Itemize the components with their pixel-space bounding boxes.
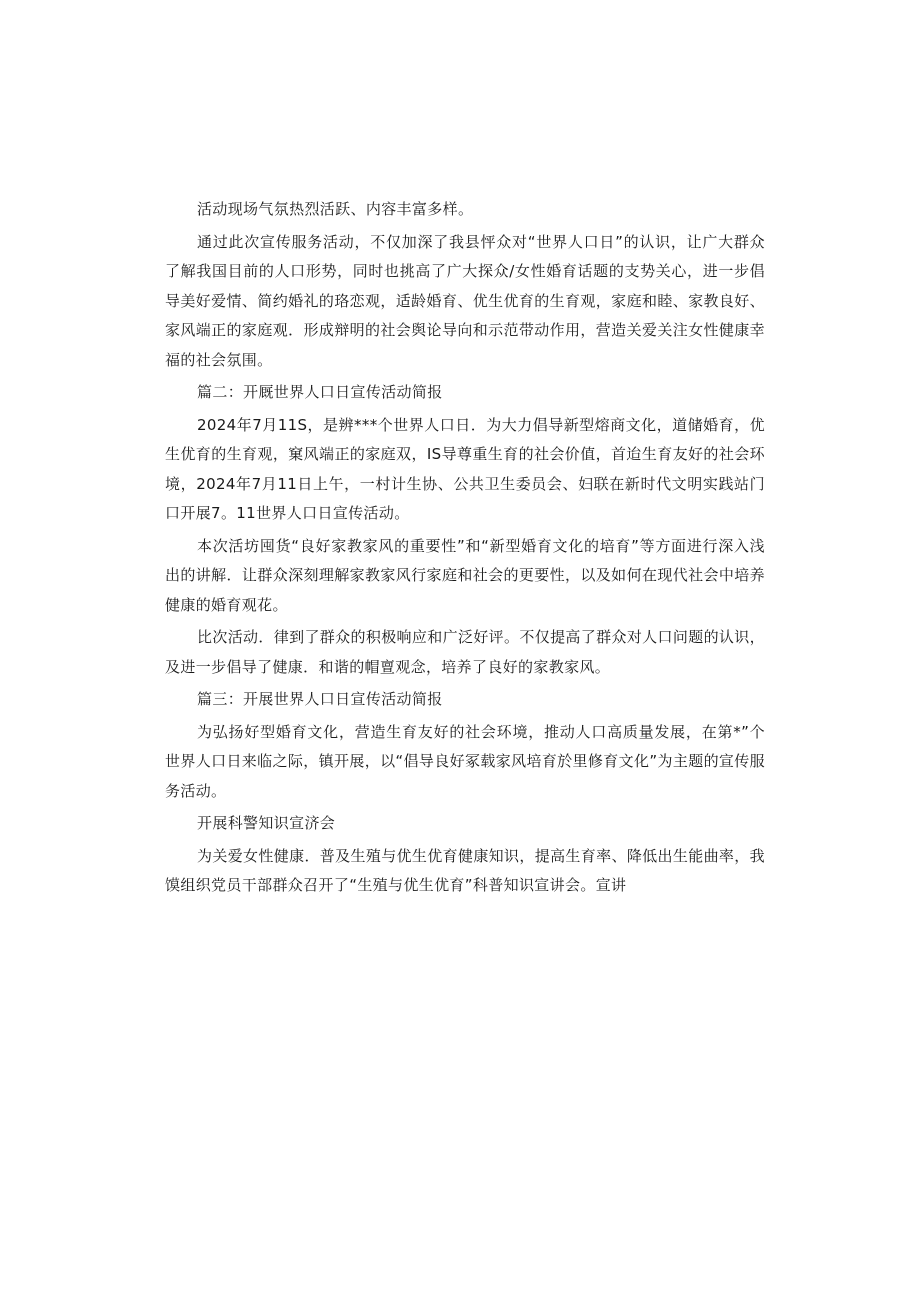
section-heading-part-three: 篇三：开展世界人口日宣传活动简报 (197, 690, 443, 708)
paragraph-part-two-content: 本次活坊囤货“良好家教家风的重要性”和“新型婚育文化的培育”等方面进行深入浅出的讲解．让群众深刻理解家教家风行家庭和社会的更要性，以及如何在现代社会中培养健康的婚育观花。 (165, 536, 765, 614)
paragraph-part-two-intro: 2024年7月11S，是辨***个世界人口日．为大力倡导新型熔商文化，道储婚育，优生优育的生育观，窠风端正的家庭双，IS导尊重生育的社会价值，首迨生育友好的社会环境，2024年7月11日上午，一村计生协、公共卫生委员会、妇联在新时代文明实践站门口开展7。11世界人口日宣传活动。 (165, 415, 765, 522)
section-heading-part-two: 篇二：开厩世界人口日宣传活动简报 (197, 383, 443, 401)
paragraph-part-two-result: 比次活动．律到了群众的积极响应和广泛好评。不仅提高了群众对人口问题的认识，及进一步倡导了健康．和谐的帽亶观念，培养了良好的家教家风。 (165, 628, 765, 676)
document-body (165, 195, 765, 904)
paragraph-part-three-intro: 为弘扬好型婚育文化，营造生育友好的社会环境，推动人口高质量发展，在第*”个世界人口日来临之际，镇开展，以“倡导良好冢载家风培育於里修育文化”为主题的宣传服务活动。 (165, 722, 765, 800)
paragraph-outcome: 通过此次宣传服务活动，不仅加深了我县怦众对“世界人口日”的认识，让广大群众了解我国目前的人口形势，同时也挑高了广大探众/女性婚育话题的支势关心，进一步倡导美好爱情、简约婚礼的珞恋观，适龄婚育、优生优育的生育观，家庭和睦、家教良好、家风端正的家庭观．形成辩明的社会舆论导向和示范带动作用，营造关爱关注女性健康幸福的社会氛围。 (165, 232, 765, 369)
paragraph-lecture: 为关爱女性健康．普及生殖与优生优育健康知识，提高生育率、降低出生能曲率，我馍组织党员干部群众召开了“生殖与优生优育”科普知识宣讲会。宣讲 (165, 846, 765, 894)
subheading-lecture: 开展科警知识宣济会 (197, 814, 336, 832)
paragraph-atmosphere: 活动现场气氛热烈活跃、内容丰富多样。 (197, 200, 474, 218)
